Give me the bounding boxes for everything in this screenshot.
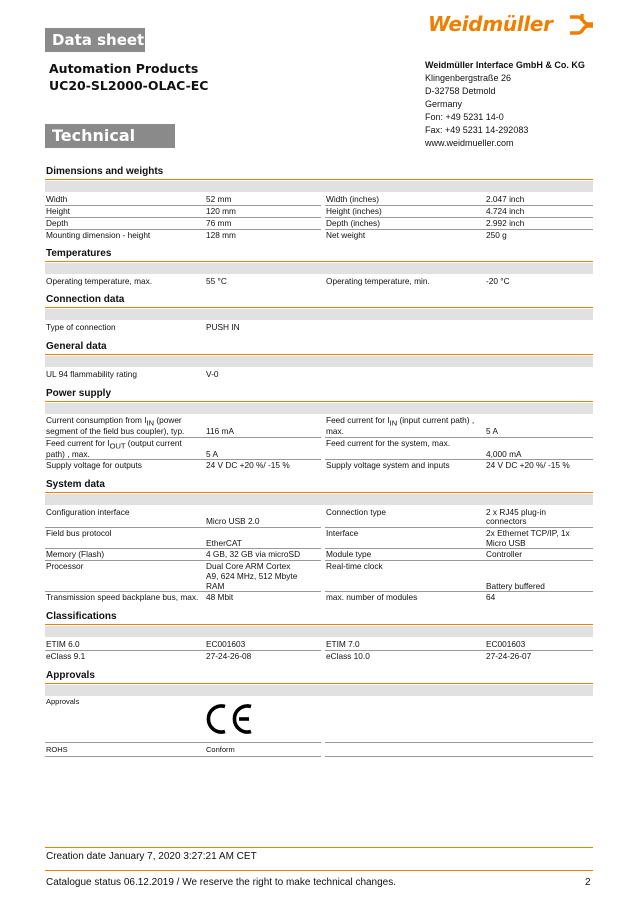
company-address — [425, 59, 585, 150]
spec-value: 250 g — [486, 230, 507, 240]
spec-value: 27-24-26-08 — [206, 651, 252, 661]
spec-value: 27-24-26-07 — [486, 651, 532, 661]
section-rule — [45, 307, 593, 308]
spec-label: Interface — [326, 528, 359, 538]
spec-value: connectors — [486, 516, 527, 526]
section-header-bar — [45, 494, 593, 505]
creation-date: Creation date January 7, 2020 3:27:21 AM CET — [46, 851, 257, 862]
section-rule — [45, 492, 593, 493]
footer-rule — [45, 847, 593, 848]
rohs-label: ROHS — [46, 745, 68, 754]
spec-label: ETIM 7.0 — [326, 639, 360, 649]
address-phone: Fon: +49 5231 14-0 — [425, 112, 504, 122]
approvals-label: Approvals — [46, 697, 80, 706]
spec-label: max. — [326, 426, 344, 436]
section-title-classifications: Classifications — [46, 611, 117, 622]
spec-label: Operating temperature, max. — [46, 276, 153, 286]
spec-value: 52 mm — [206, 194, 232, 204]
catalogue-status: Catalogue status 06.12.2019 / We reserve the right to make technical changes. — [46, 877, 397, 888]
section-header-bar — [45, 309, 593, 320]
spec-value: 2x Ethernet TCP/IP, 1x — [486, 528, 570, 538]
section-header-bar — [45, 356, 593, 367]
spec-value: 4,000 mA — [486, 449, 522, 459]
spec-value: EC001603 — [486, 639, 526, 649]
spec-value: 116 mA — [206, 426, 234, 436]
section-header-bar — [45, 403, 593, 414]
section-title-power: Power supply — [46, 388, 112, 399]
spec-value: 128 mm — [206, 230, 236, 240]
row-divider — [45, 756, 321, 757]
datasheet-tag: Data sheet — [45, 28, 145, 52]
section-rule — [45, 179, 593, 180]
spec-label: Width (inches) — [326, 194, 380, 204]
spec-label: Feed current for the system, max. — [326, 438, 451, 448]
spec-value: EtherCAT — [206, 538, 242, 548]
spec-value: PUSH IN — [206, 322, 240, 332]
spec-value: 48 Mbit — [206, 592, 234, 602]
spec-value: Micro USB — [486, 538, 526, 548]
weidmueller-logo[interactable] — [428, 12, 598, 38]
technical-data-tag: Technical data — [45, 124, 175, 148]
spec-label: Depth (inches) — [326, 218, 380, 228]
spec-label: Field bus protocol — [46, 528, 112, 538]
spec-value: 5 A — [206, 449, 218, 459]
spec-label: segment of the field bus coupler), typ. — [46, 426, 185, 436]
spec-label: eClass 9.1 — [46, 651, 86, 661]
spec-label: Net weight — [326, 230, 366, 240]
product-category: Automation Products — [49, 61, 199, 76]
spec-value: 2.992 inch — [486, 218, 525, 228]
spec-value: EC001603 — [206, 639, 246, 649]
section-rule — [45, 354, 593, 355]
ce-mark-icon — [205, 703, 255, 735]
section-rule — [45, 624, 593, 625]
spec-label: eClass 10.0 — [326, 651, 370, 661]
section-title-connection: Connection data — [46, 294, 125, 305]
weidmueller-mark-icon — [568, 12, 594, 38]
section-header-bar — [45, 263, 593, 274]
spec-value: 5 A — [486, 426, 498, 436]
spec-value: 24 V DC +20 %/ -15 % — [486, 460, 570, 470]
spec-label: Processor — [46, 561, 84, 571]
product-name: UC20-SL2000-OLAC-EC — [49, 78, 209, 93]
row-divider — [45, 217, 321, 218]
section-title-approvals: Approvals — [46, 670, 95, 681]
spec-label: UL 94 flammability rating — [46, 369, 137, 379]
spec-value: 2.047 inch — [486, 194, 525, 204]
address-city: D-32758 Detmold — [425, 86, 496, 96]
spec-value: 64 — [486, 592, 496, 602]
spec-label: Supply voltage system and inputs — [326, 460, 450, 470]
rohs-value: Conform — [206, 745, 235, 754]
spec-label: ETIM 6.0 — [46, 639, 80, 649]
address-street: Klingenbergstraße 26 — [425, 73, 512, 83]
spec-label: Memory (Flash) — [46, 549, 105, 559]
section-header-bar — [45, 181, 593, 192]
spec-value: RAM — [206, 581, 225, 591]
section-rule — [45, 683, 593, 684]
row-divider — [45, 742, 321, 743]
row-divider — [325, 756, 593, 757]
spec-label: Type of connection — [46, 322, 116, 332]
company-name: Weidmüller Interface GmbH & Co. KG — [425, 60, 585, 70]
spec-label: max. number of modules — [326, 592, 418, 602]
spec-label: Height — [46, 206, 70, 216]
spec-value: -20 °C — [486, 276, 510, 286]
spec-value: 120 mm — [206, 206, 236, 216]
section-rule — [45, 401, 593, 402]
spec-value: Micro USB 2.0 — [206, 516, 260, 526]
spec-value: 2 x RJ45 plug-in — [486, 507, 546, 517]
spec-label: Operating temperature, min. — [326, 276, 430, 286]
section-title-dimensions: Dimensions and weights — [46, 166, 164, 177]
section-header-bar — [45, 626, 593, 637]
spec-label: Module type — [326, 549, 372, 559]
spec-value: 76 mm — [206, 218, 232, 228]
spec-label: Feed current for $I_{IN}$ (input current path) , — [326, 415, 475, 428]
spec-label: Mounting dimension - height — [46, 230, 151, 240]
row-divider — [325, 742, 593, 743]
spec-value: V-0 — [206, 369, 219, 379]
spec-label: Feed current for $I_{OUT}$ (output current — [46, 438, 182, 451]
spec-label: Transmission speed backplane bus, max. — [46, 592, 199, 602]
section-title-system: System data — [46, 479, 105, 490]
spec-label: Configuration interface — [46, 507, 130, 517]
row-divider — [45, 650, 321, 651]
spec-value: Dual Core ARM Cortex — [206, 561, 291, 571]
spec-value: A9, 624 MHz, 512 Mbyte — [206, 571, 298, 581]
spec-label: path) , max. — [46, 449, 90, 459]
logo-text: Weidmüller — [428, 12, 553, 36]
spec-value: Controller — [486, 549, 522, 559]
spec-label: Current consumption from $I_{IN}$ (power — [46, 415, 182, 428]
page-number: 2 — [585, 877, 591, 888]
row-divider — [45, 205, 321, 206]
spec-value: 4.724 inch — [486, 206, 525, 216]
section-title-temperatures: Temperatures — [46, 248, 112, 259]
spec-label: Depth — [46, 218, 69, 228]
spec-label: Connection type — [326, 507, 386, 517]
address-website[interactable]: www.weidmueller.com — [425, 138, 514, 148]
spec-value: 24 V DC +20 %/ -15 % — [206, 460, 290, 470]
section-header-bar — [45, 685, 593, 696]
spec-value: Battery buffered — [486, 581, 545, 591]
spec-value: 55 °C — [206, 276, 227, 286]
footer-rule — [45, 870, 593, 871]
section-title-general: General data — [46, 341, 107, 352]
address-country: Germany — [425, 99, 463, 109]
address-fax: Fax: +49 5231 14-292083 — [425, 125, 529, 135]
section-rule — [45, 261, 593, 262]
spec-label: Width — [46, 194, 68, 204]
spec-label: Height (inches) — [326, 206, 382, 216]
spec-label: Real-time clock — [326, 561, 383, 571]
spec-value: 4 GB, 32 GB via microSD — [206, 549, 301, 559]
spec-label: Supply voltage for outputs — [46, 460, 142, 470]
